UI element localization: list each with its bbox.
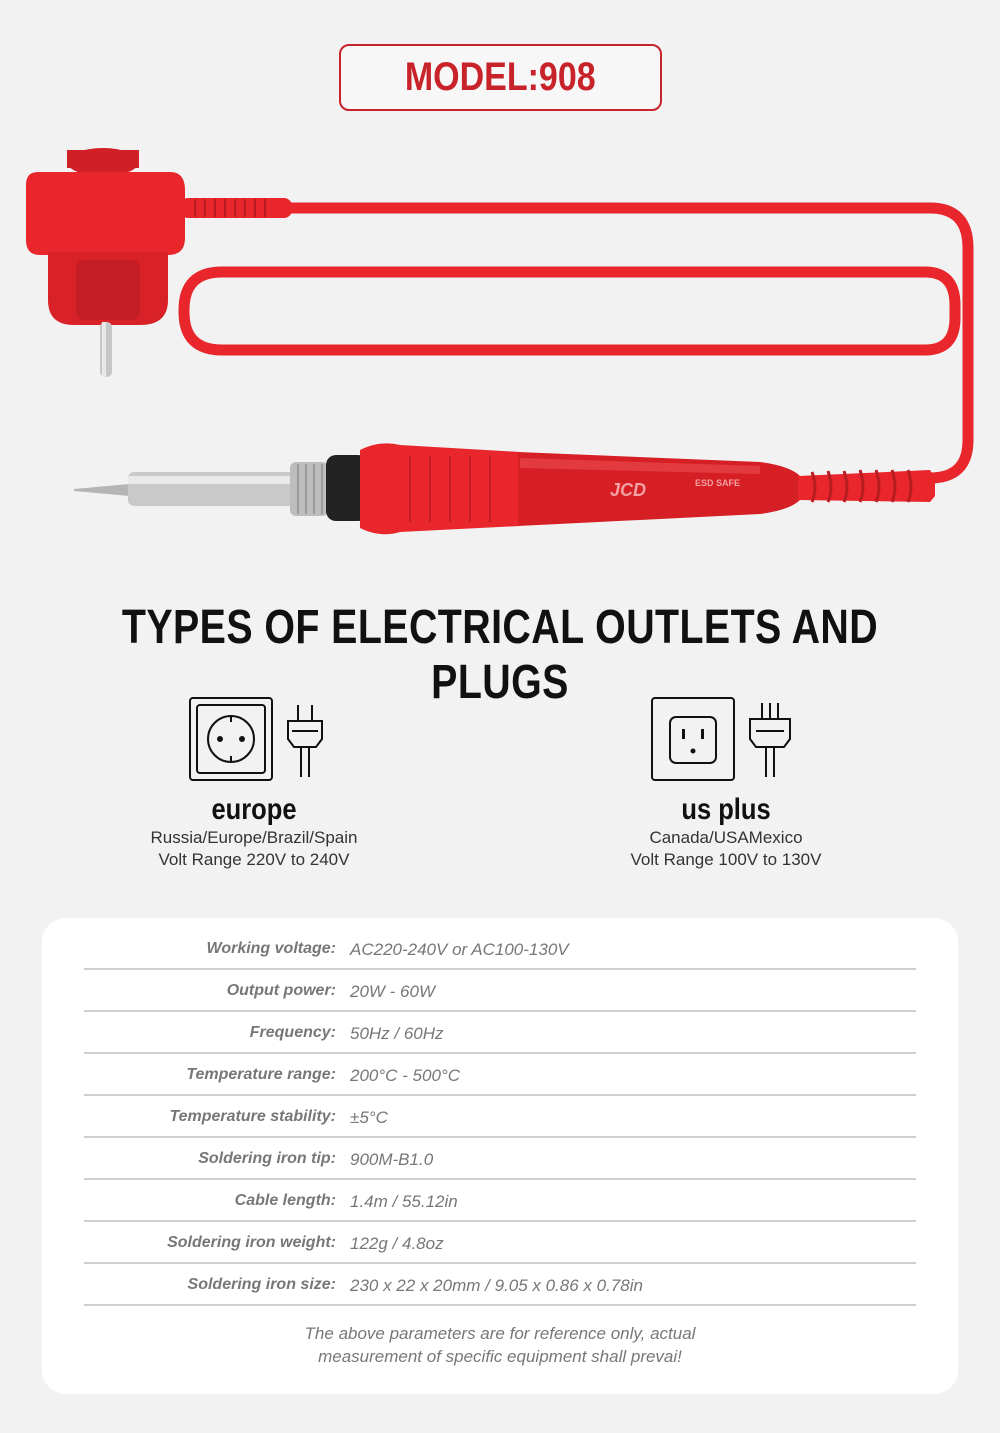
spec-label: Output power:	[226, 982, 336, 999]
spec-row	[84, 1012, 916, 1054]
specs-card	[42, 918, 958, 1394]
soldering-iron	[74, 443, 935, 534]
spec-label: Cable length:	[234, 1192, 336, 1209]
plug-countries: Russia/Europe/Brazil/Spain	[150, 828, 358, 847]
spec-row	[84, 928, 916, 970]
spec-value: ±5°C	[350, 1108, 388, 1127]
spec-value: 900M-B1.0	[350, 1150, 434, 1169]
spec-row	[84, 1054, 916, 1096]
plug-name: europe	[211, 793, 297, 826]
spec-row	[84, 1222, 916, 1264]
esd-badge: ESD SAFE	[695, 478, 741, 488]
spec-label: Soldering iron size:	[187, 1276, 336, 1293]
spec-value: 50Hz / 60Hz	[350, 1024, 444, 1043]
plug-icon	[26, 148, 185, 377]
spec-value: 1.4m / 55.12in	[350, 1192, 458, 1211]
spec-value: 122g / 4.8oz	[350, 1234, 444, 1253]
spec-label: Temperature stability:	[169, 1108, 336, 1125]
spec-value: 20W - 60W	[350, 982, 436, 1001]
spec-value: 230 x 22 x 20mm / 9.05 x 0.86 x 0.78in	[350, 1276, 643, 1295]
spec-label: Soldering iron tip:	[198, 1150, 336, 1167]
spec-row	[84, 1264, 916, 1306]
power-cable	[184, 208, 968, 478]
plug-type-us	[516, 695, 936, 871]
plug-voltage: Volt Range 100V to 130V	[630, 850, 822, 869]
disclaimer-note	[42, 1322, 958, 1368]
spec-value: AC220-240V or AC100-130V	[350, 940, 569, 959]
disclaimer-line: The above parameters are for reference only, actual	[304, 1324, 696, 1343]
disclaimer-line: measurement of specific equipment shall prevai!	[318, 1347, 682, 1366]
plug-countries: Canada/USAMexico	[649, 828, 803, 847]
model-label: MODEL:908	[405, 55, 596, 99]
spec-label: Working voltage:	[206, 940, 336, 957]
plug-name: us plus	[681, 793, 771, 826]
model-badge	[339, 44, 662, 111]
spec-row	[84, 1180, 916, 1222]
section-title: TYPES OF ELECTRICAL OUTLETS AND PLUGS	[121, 601, 879, 709]
spec-label: Temperature range:	[186, 1066, 336, 1083]
spec-row	[84, 1096, 916, 1138]
plug-strain-relief	[180, 198, 292, 218]
spec-row	[84, 1138, 916, 1180]
spec-label: Soldering iron weight:	[167, 1234, 336, 1251]
spec-value: 200°C - 500°C	[350, 1066, 460, 1085]
plug-voltage: Volt Range 220V to 240V	[158, 850, 350, 869]
us-outlet-and-plug-icon	[650, 695, 810, 785]
brand-text: JCD	[610, 480, 647, 500]
eu-outlet-and-plug-icon	[188, 695, 348, 785]
spec-row	[84, 970, 916, 1012]
plug-type-europe	[44, 695, 464, 871]
soldering-iron-illustration	[0, 130, 1000, 550]
spec-label: Frequency:	[249, 1024, 336, 1041]
